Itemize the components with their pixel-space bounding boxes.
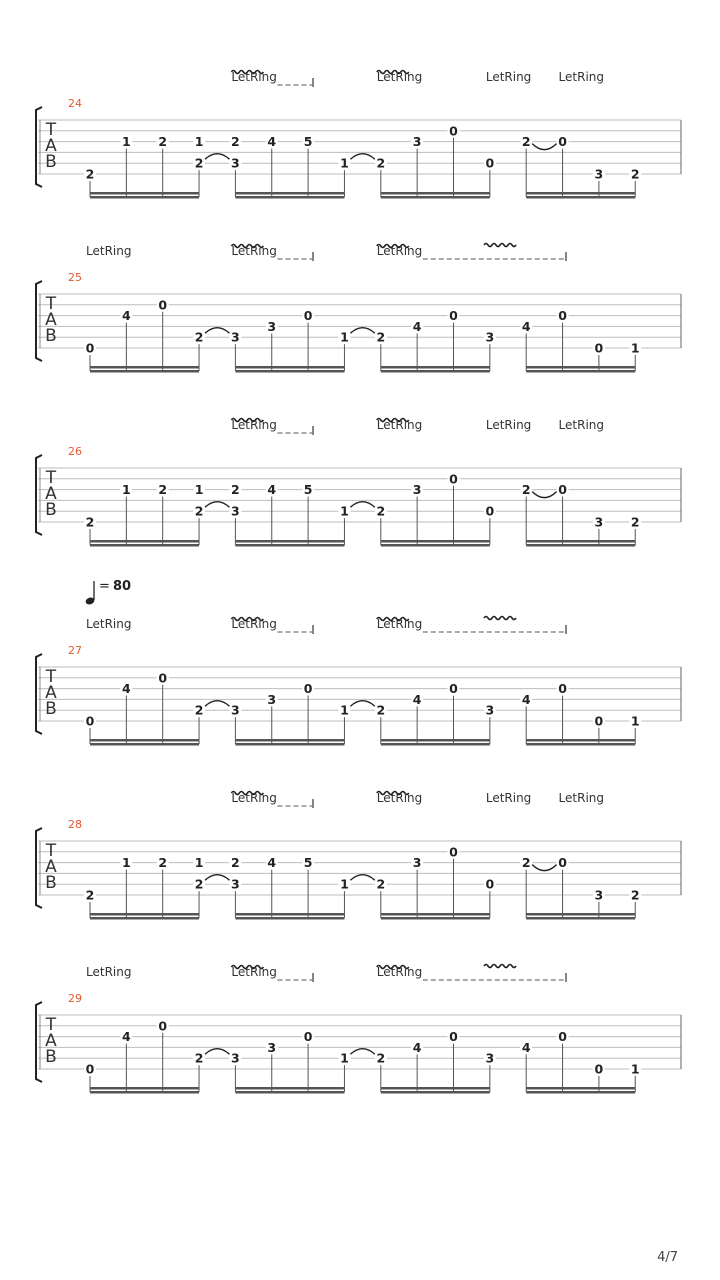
fret-number: 0: [303, 308, 313, 324]
fret-number: 0: [449, 681, 458, 697]
fret-number: 2: [376, 155, 386, 171]
beam-primary: [90, 192, 199, 195]
beam-primary: [90, 913, 199, 916]
fret-number: 0: [558, 681, 567, 697]
fret-number: 3: [267, 691, 277, 707]
tie-arc: [532, 492, 556, 498]
beam-secondary: [90, 544, 199, 547]
tab-clef-letter: T: [45, 841, 57, 861]
tab-clef-letter: T: [45, 468, 57, 488]
system-bracket: [36, 281, 42, 361]
tempo-equals: =: [99, 579, 110, 594]
beam-primary: [381, 1087, 490, 1090]
tie-arc: [205, 875, 229, 881]
fret-number: 0: [594, 340, 604, 356]
fret-number: 2: [194, 329, 204, 345]
fret-number: 4: [521, 1039, 531, 1055]
measure-number: 29: [68, 992, 82, 1005]
tie-arc: [532, 865, 556, 871]
fret-number: 1: [340, 329, 349, 345]
fret-number: 3: [231, 1050, 240, 1066]
vibrato-mark: [484, 965, 516, 968]
let-ring-label: LetRing: [376, 418, 423, 432]
let-ring-label: LetRing: [376, 965, 423, 979]
tab-clef-letter: B: [45, 152, 57, 172]
fret-number: 4: [267, 482, 277, 498]
fret-number: 3: [231, 329, 240, 345]
tie-arc: [350, 502, 374, 508]
fret-number: 3: [594, 166, 604, 182]
beam-primary: [381, 540, 490, 543]
fret-number: 2: [194, 876, 204, 892]
fret-number: 2: [231, 855, 240, 871]
fret-number: 3: [412, 855, 422, 871]
let-ring-label: LetRing: [376, 70, 423, 84]
tab-clef-letter: B: [45, 326, 57, 346]
let-ring-label: LetRing: [376, 244, 423, 258]
fret-number: 2: [630, 514, 640, 530]
fret-number: 1: [340, 1050, 349, 1066]
fret-number: 2: [630, 887, 640, 903]
beam-secondary: [90, 917, 199, 920]
beam-secondary: [526, 1091, 635, 1094]
fret-number: 0: [449, 308, 458, 324]
fret-number: 3: [594, 887, 604, 903]
fret-number: 3: [231, 876, 240, 892]
fret-number: 5: [303, 134, 313, 150]
fret-number: 2: [158, 134, 168, 150]
fret-number: 0: [303, 1029, 313, 1045]
fret-number: 3: [485, 329, 495, 345]
let-ring-label: LetRing: [558, 791, 605, 805]
tie-arc: [205, 1049, 229, 1055]
beam-secondary: [526, 544, 635, 547]
fret-number: 5: [303, 482, 313, 498]
fret-number: 4: [121, 681, 131, 697]
tab-system-25: [36, 244, 681, 373]
fret-number: 2: [194, 1050, 204, 1066]
beam-primary: [526, 192, 635, 195]
fret-number: 0: [449, 471, 458, 487]
fret-number: 0: [485, 155, 495, 171]
tab-clef-letter: A: [45, 683, 57, 703]
fret-number: 3: [412, 134, 422, 150]
tab-clef-letter: T: [45, 294, 57, 314]
tab-system-26: [36, 418, 681, 547]
tab-system-24: [36, 70, 681, 199]
fret-number: 0: [485, 503, 495, 519]
fret-number: 2: [521, 134, 531, 150]
fret-number: 2: [521, 855, 531, 871]
fret-number: 3: [231, 702, 240, 718]
fret-number: 2: [85, 887, 95, 903]
let-ring-label: LetRing: [376, 617, 423, 631]
beam-primary: [526, 913, 635, 916]
tie-arc: [205, 502, 229, 508]
fret-number: 2: [376, 876, 386, 892]
tie-arc: [350, 875, 374, 881]
fret-number: 0: [558, 1029, 567, 1045]
fret-number: 0: [558, 308, 567, 324]
beam-primary: [90, 739, 199, 742]
beam-primary: [235, 366, 344, 369]
beam-primary: [235, 739, 344, 742]
system-bracket: [36, 455, 42, 535]
fret-number: 4: [412, 318, 422, 334]
fret-number: 0: [558, 134, 567, 150]
beam-secondary: [235, 743, 344, 746]
fret-number: 3: [594, 514, 604, 530]
fret-number: 3: [485, 1050, 495, 1066]
fret-number: 2: [521, 482, 531, 498]
tie-arc: [532, 144, 556, 150]
fret-number: 2: [376, 1050, 386, 1066]
fret-number: 2: [376, 702, 386, 718]
let-ring-label: LetRing: [86, 244, 132, 258]
beam-secondary: [526, 917, 635, 920]
fret-number: 3: [231, 155, 240, 171]
tab-clef-letter: T: [45, 120, 57, 140]
let-ring-label: LetRing: [558, 70, 605, 84]
beam-secondary: [381, 196, 490, 199]
fret-number: 1: [340, 876, 349, 892]
fret-number: 1: [630, 1061, 640, 1077]
beam-primary: [526, 540, 635, 543]
fret-number: 0: [449, 844, 458, 860]
beam-primary: [235, 192, 344, 195]
fret-number: 3: [267, 1039, 277, 1055]
fret-number: 2: [194, 702, 204, 718]
tempo-value: 80: [113, 579, 132, 594]
beam-secondary: [90, 1091, 199, 1094]
fret-number: 1: [630, 713, 640, 729]
let-ring-label: LetRing: [231, 418, 277, 432]
fret-number: 0: [158, 297, 168, 313]
tab-system-28: [36, 791, 681, 920]
fret-number: 2: [630, 166, 640, 182]
fret-number: 0: [158, 1018, 168, 1034]
beam-primary: [235, 1087, 344, 1090]
measure-number: 28: [68, 818, 82, 831]
fret-number: 1: [121, 134, 131, 150]
let-ring-label: LetRing: [485, 70, 532, 84]
fret-number: 2: [158, 482, 168, 498]
let-ring-label: LetRing: [485, 791, 532, 805]
beam-secondary: [381, 743, 490, 746]
fret-number: 1: [340, 503, 349, 519]
beam-secondary: [381, 1091, 490, 1094]
measure-number: 25: [68, 271, 82, 284]
let-ring-label: LetRing: [376, 791, 423, 805]
beam-primary: [90, 540, 199, 543]
fret-number: 4: [267, 855, 277, 871]
fret-number: 5: [303, 855, 313, 871]
fret-number: 1: [340, 155, 349, 171]
tie-arc: [350, 1049, 374, 1055]
tab-clef-letter: B: [45, 1047, 57, 1067]
fret-number: 0: [85, 340, 95, 356]
tie-arc: [350, 701, 374, 707]
fret-number: 0: [85, 713, 95, 729]
system-bracket: [36, 654, 42, 734]
fret-number: 1: [121, 855, 131, 871]
tab-clef-letter: A: [45, 136, 57, 156]
fret-number: 1: [194, 482, 204, 498]
beam-secondary: [526, 196, 635, 199]
let-ring-label: LetRing: [485, 418, 532, 432]
beam-secondary: [90, 196, 199, 199]
beam-secondary: [381, 544, 490, 547]
tab-clef-letter: A: [45, 484, 57, 504]
fret-number: 0: [558, 855, 567, 871]
fret-number: 1: [630, 340, 640, 356]
fret-number: 0: [558, 482, 567, 498]
fret-number: 0: [303, 681, 313, 697]
let-ring-label: LetRing: [231, 791, 277, 805]
tab-clef-letter: A: [45, 310, 57, 330]
fret-number: 4: [521, 691, 531, 707]
tab-system-29: [36, 965, 681, 1094]
tie-arc: [205, 328, 229, 334]
system-bracket: [36, 828, 42, 908]
beam-secondary: [235, 196, 344, 199]
fret-number: 4: [521, 318, 531, 334]
fret-number: 4: [121, 308, 131, 324]
fret-number: 2: [231, 134, 240, 150]
beam-secondary: [235, 370, 344, 373]
measure-number: 27: [68, 644, 82, 657]
beam-secondary: [381, 370, 490, 373]
beam-primary: [90, 1087, 199, 1090]
let-ring-label: LetRing: [231, 965, 277, 979]
beam-secondary: [235, 917, 344, 920]
beam-secondary: [90, 743, 199, 746]
fret-number: 1: [194, 134, 204, 150]
vibrato-mark: [484, 244, 516, 247]
fret-number: 1: [194, 855, 204, 871]
fret-number: 3: [231, 503, 240, 519]
tie-arc: [350, 328, 374, 334]
fret-number: 1: [121, 482, 131, 498]
fret-number: 4: [412, 1039, 422, 1055]
let-ring-label: LetRing: [558, 418, 605, 432]
tab-clef-letter: T: [45, 667, 57, 687]
page-number: 4/7: [657, 1250, 678, 1265]
let-ring-label: LetRing: [231, 244, 277, 258]
fret-number: 2: [376, 503, 386, 519]
let-ring-label: LetRing: [86, 617, 132, 631]
fret-number: 0: [449, 1029, 458, 1045]
tab-clef-letter: B: [45, 500, 57, 520]
beam-secondary: [235, 544, 344, 547]
tab-clef-letter: T: [45, 1015, 57, 1035]
tie-arc: [350, 154, 374, 160]
fret-number: 4: [121, 1029, 131, 1045]
fret-number: 4: [267, 134, 277, 150]
fret-number: 2: [194, 503, 204, 519]
beam-secondary: [526, 370, 635, 373]
fret-number: 2: [85, 166, 95, 182]
let-ring-label: LetRing: [231, 70, 277, 84]
beam-secondary: [381, 917, 490, 920]
fret-number: 0: [85, 1061, 95, 1077]
beam-primary: [381, 913, 490, 916]
tie-arc: [205, 701, 229, 707]
fret-number: 3: [485, 702, 495, 718]
fret-number: 2: [194, 155, 204, 171]
fret-number: 3: [267, 318, 277, 334]
beam-primary: [235, 913, 344, 916]
let-ring-label: LetRing: [231, 617, 277, 631]
tab-clef-letter: B: [45, 699, 57, 719]
beam-secondary: [235, 1091, 344, 1094]
vibrato-mark: [484, 617, 516, 620]
fret-number: 2: [158, 855, 168, 871]
beam-primary: [526, 739, 635, 742]
beam-primary: [381, 192, 490, 195]
fret-number: 0: [485, 876, 495, 892]
system-bracket: [36, 107, 42, 187]
fret-number: 2: [376, 329, 386, 345]
fret-number: 0: [158, 670, 168, 686]
beam-primary: [381, 739, 490, 742]
tie-arc: [205, 154, 229, 160]
tab-clef-letter: A: [45, 1031, 57, 1051]
fret-number: 2: [231, 482, 240, 498]
measure-number: 24: [68, 97, 82, 110]
beam-primary: [90, 366, 199, 369]
tab-clef-letter: A: [45, 857, 57, 877]
fret-number: 0: [594, 1061, 604, 1077]
beam-primary: [526, 1087, 635, 1090]
fret-number: 3: [412, 482, 422, 498]
system-bracket: [36, 1002, 42, 1082]
fret-number: 1: [340, 702, 349, 718]
tab-clef-letter: B: [45, 873, 57, 893]
beam-primary: [235, 540, 344, 543]
beam-primary: [381, 366, 490, 369]
tab-system-27: [36, 579, 681, 746]
fret-number: 0: [449, 123, 458, 139]
beam-secondary: [526, 743, 635, 746]
fret-number: 4: [412, 691, 422, 707]
measure-number: 26: [68, 445, 82, 458]
beam-primary: [526, 366, 635, 369]
fret-number: 2: [85, 514, 95, 530]
fret-number: 0: [594, 713, 604, 729]
let-ring-label: LetRing: [86, 965, 132, 979]
beam-secondary: [90, 370, 199, 373]
